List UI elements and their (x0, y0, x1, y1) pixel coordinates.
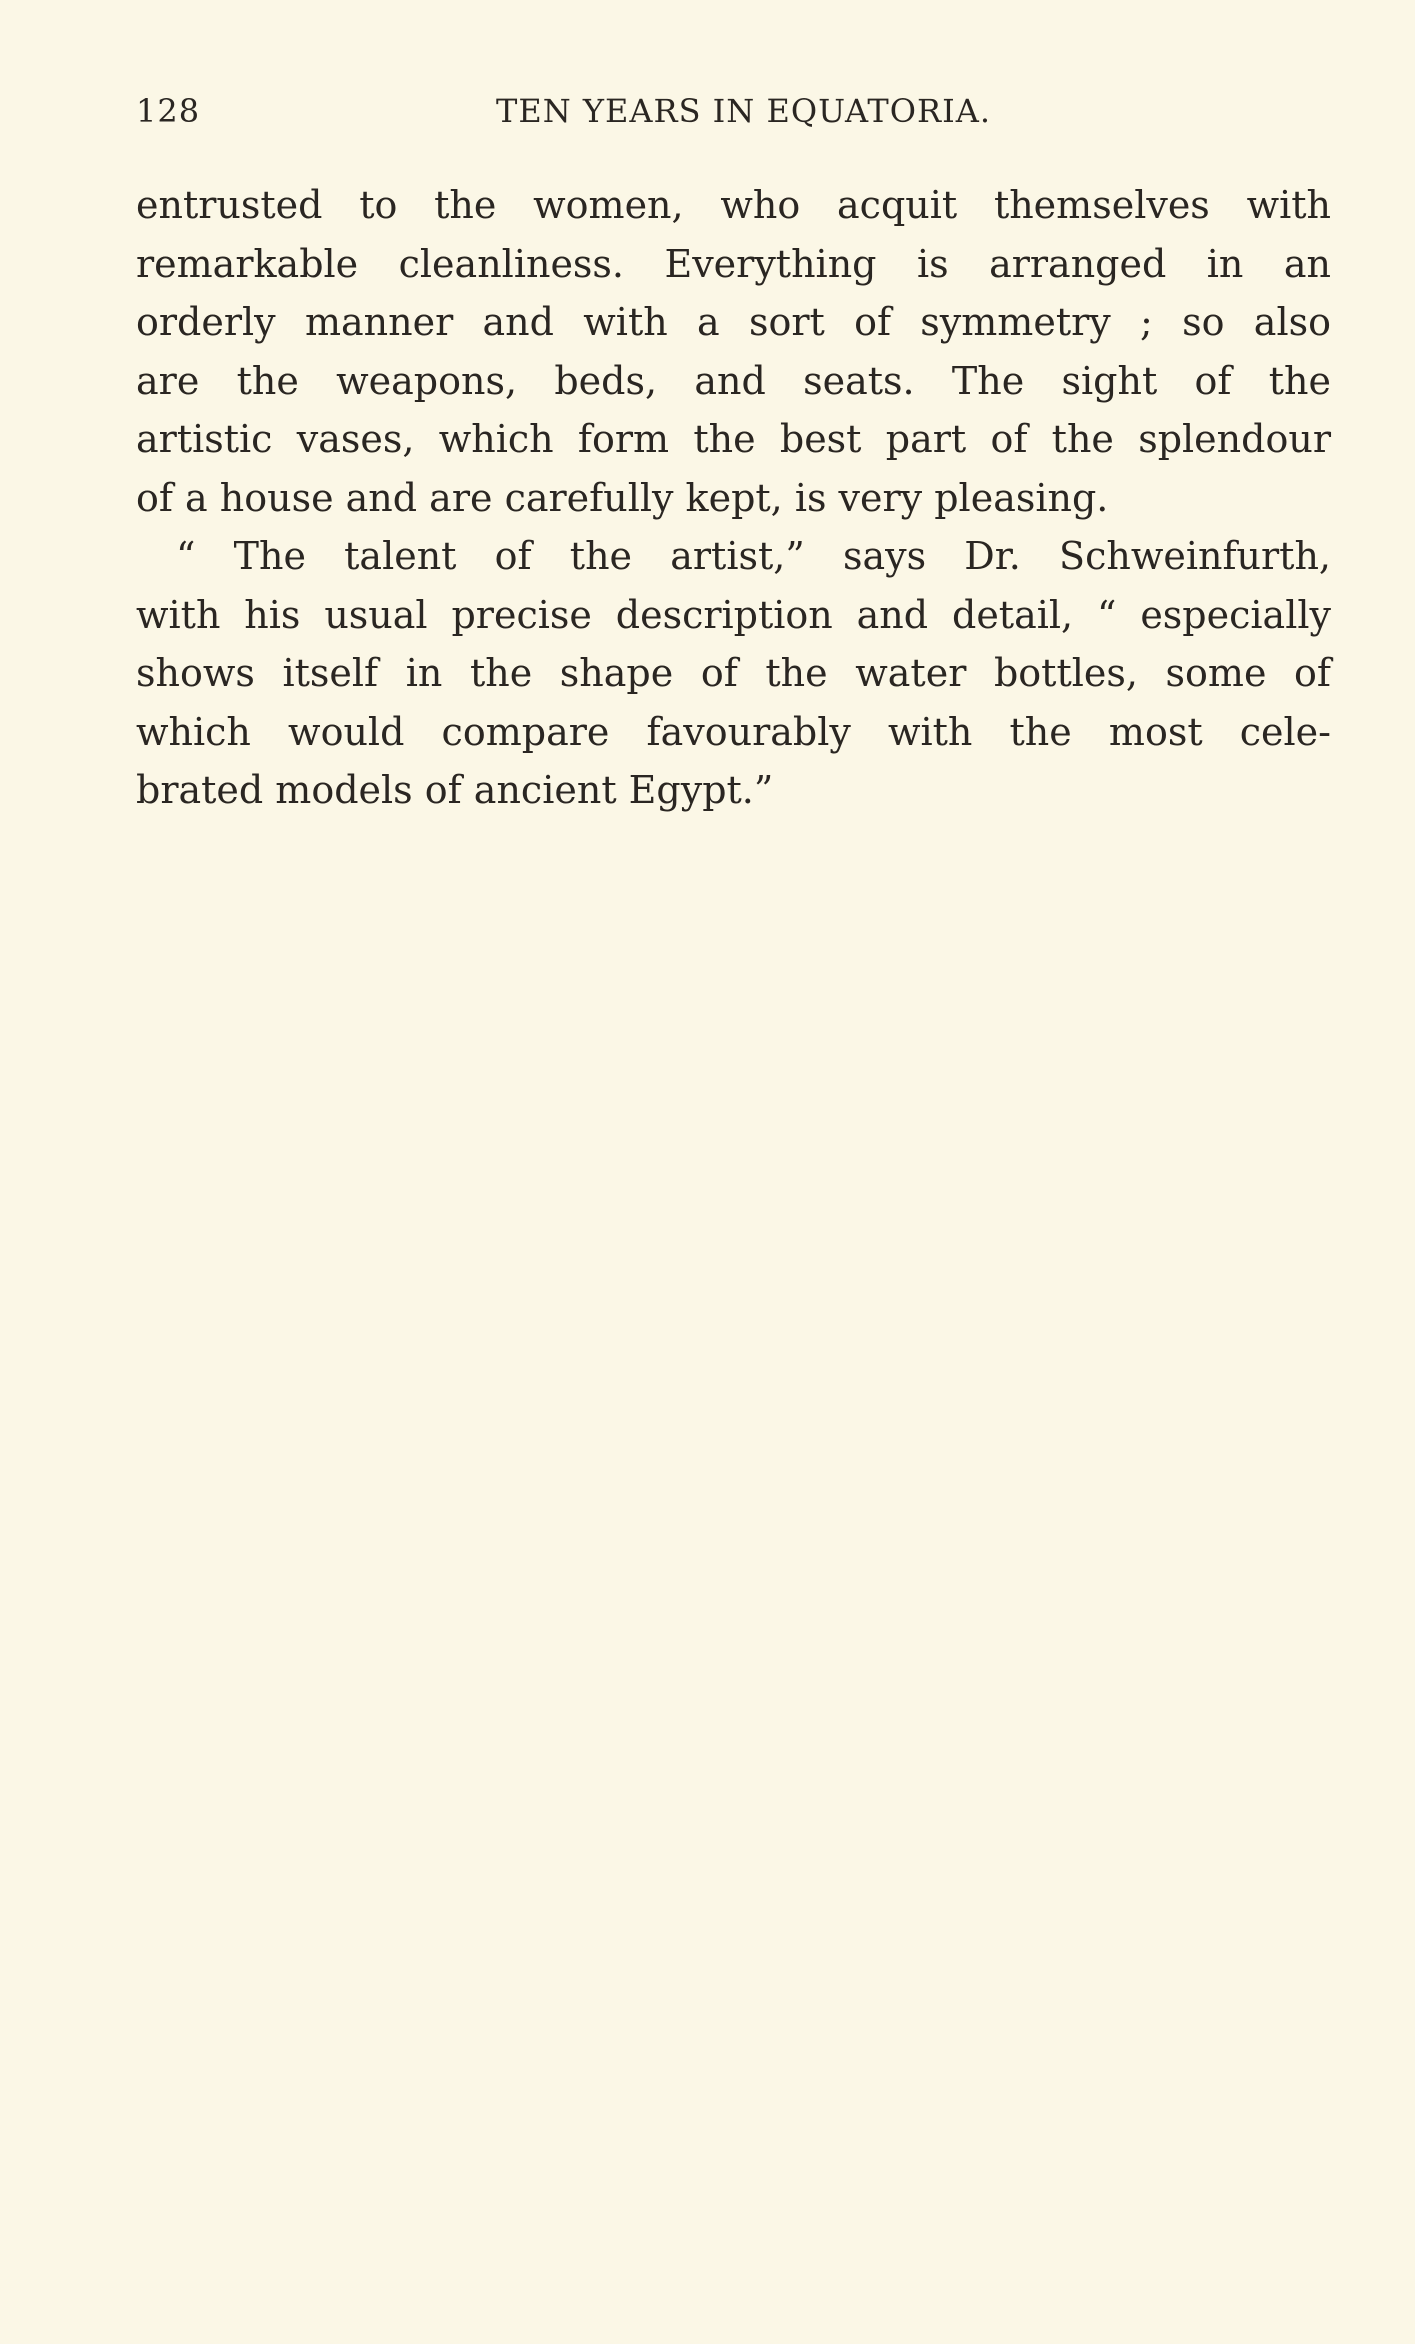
text-line: of a house and are carefully kept, is very pleasing. (136, 475, 1109, 520)
text-line: which would compare favourably with the most cele- (136, 709, 1331, 754)
text-line: brated models of ancient Egypt.” (136, 768, 774, 812)
text-line: shows itself in the shape of the water bottles, some of (136, 651, 1331, 695)
running-title: TEN YEARS IN EQUATORIA. (496, 92, 991, 130)
page-number: 128 (136, 92, 201, 130)
text-line: artistic vases, which form the best part of the splendour (136, 417, 1331, 461)
running-head (136, 92, 1331, 142)
text-line: orderly manner and with a sort of symmetry ; so also (136, 300, 1331, 344)
body-text (136, 176, 1331, 820)
text-line: remarkable cleanliness. Everything is arranged in an (136, 241, 1331, 286)
text-line: with his usual precise description and detail, “ especially (136, 592, 1331, 637)
text-line: “ The talent of the artist,” says Dr. Schweinfurth, (176, 534, 1331, 578)
text-line: are the weapons, beds, and seats. The sight of the (136, 358, 1331, 403)
text-line: entrusted to the women, who acquit themselves with (136, 183, 1331, 227)
